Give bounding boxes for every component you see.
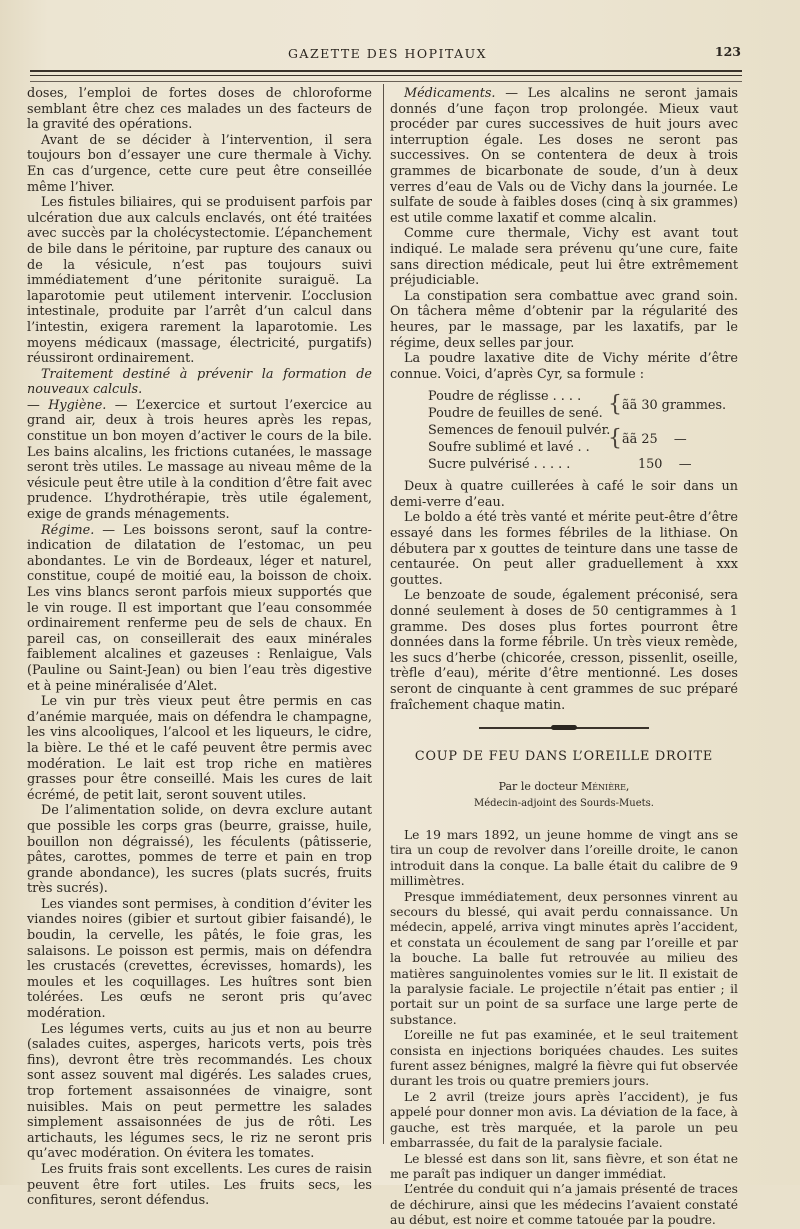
paragraph-medicaments: Médicaments. — Les alcalins ne seront jamais donnés d’une façon trop prolongée. Mieux vaut procéder par cures successives de huit jours avec interruption égale. Les doses ne seront pas successives. On se contentera de deux à trois grammes de bicarbonate de soude, d’un à deux verres d’eau de Vals ou de Vichy dans la journée. Le sulfate de soude à faibles doses (cinq à six grammes) est utile comme laxatif et comme alcalin. bbox=[390, 86, 738, 226]
paragraph: Les fruits frais sont excellents. Les cures de raisin peuvent être fort utiles. Les fruits secs, les confitures, seront défendus. bbox=[27, 1161, 372, 1209]
header-rule-thick bbox=[30, 70, 742, 72]
paragraph: La constipation sera combattue avec grand soin. On tâchera même d’obtenir par la régularité des heures, par le massage, par les laxatifs, par le régime, deux selles par jour. bbox=[390, 288, 738, 351]
paragraph: Deux à quatre cuillerées à café le soir dans un demi-verre d’eau. bbox=[390, 479, 738, 510]
brace: { bbox=[608, 426, 622, 452]
paragraph: Avant de se décider à l’intervention, il sera toujours bon d’essayer une cure thermale à Vichy. En cas d’urgence, cette cure peut être conseillée même l’hiver. bbox=[27, 132, 372, 195]
paragraph: Les fistules biliaires, qui se produisent parfois par ulcération due aux calculs enclavés, ont été traitées avec succès par la cholécystectomie. L’épanchement de bile dans le péritoine, par rupture des canaux ou de la vésicule, n’est pas toujours suivi immédiatement d’une péritonite suraiguë. La laparotomie peut utilement intervenir. L’occlusion intestinale, produite par l’arrêt d’un calcul dans l’intestin, exigera rarement la laparotomie. Les moyens médicaux (massage, électricité, purgatifs) réussiront ordinairement. bbox=[27, 195, 372, 367]
article-title: COUP DE FEU DANS L’OREILLE DROITE bbox=[414, 749, 714, 765]
recipe-quantity: ãã 30 grammes. bbox=[622, 397, 727, 413]
paragraph: Comme cure thermale, Vichy est avant tout indiqué. Le malade sera prévenu qu’une cure, faite sans direction médicale, peut lui être extrêmement préjudiciable. bbox=[390, 226, 738, 289]
recipe-quantity: ãã 25 — bbox=[622, 431, 687, 447]
paragraph: L’entrée du conduit qui n’a jamais présenté de traces de déchirure, ainsi que les médecins l’avaient constaté au début, est noire et comme tatouée par la poudre. bbox=[390, 1182, 738, 1228]
paragraph: Le blessé est dans son lit, sans fièvre, et son état ne me paraît pas indiquer un danger immédiat. bbox=[390, 1151, 738, 1181]
recipe-quantity: 150 — bbox=[638, 457, 692, 473]
paragraph: doses, l’emploi de fortes doses de chloroforme semblant être chez ces malades un des facteurs de la gravité des opérations. bbox=[27, 86, 372, 133]
byline: Par le docteur Ménière, bbox=[498, 779, 630, 793]
brace: { bbox=[608, 392, 622, 418]
paragraph-hygiene: — Hygiène. — L’exercice et surtout l’exercice au grand air, deux à trois heures après les repas, constitue un bon moyen d’activer le cours de la bile. Les bains alcalins, les frictions cutanées, le massage seront très utiles. Le massage au niveau même de la vésicule peut être utile à la condition d’être fait avec prudence. L’hydrothérapie, très utile également, exige de grands ménagements. bbox=[27, 397, 372, 523]
paragraph: Le benzoate de soude, également préconisé, sera donné seulement à doses de 50 centigrammes à 1 gramme. Des doses plus fortes pourront être données dans la forme fébrile. Un très vieux remède, les sucs d’herbe (chicorée, cresson, pissenlit, oseille, trèfle d’eau), mérite d’être mentionné. Les doses seront de cinquante à cent grammes de suc préparé fraîchement chaque matin. bbox=[390, 588, 738, 713]
paragraph: Le 19 mars 1892, un jeune homme de vingt ans se tira un coup de revolver dans l’oreille droite, le canon introduit dans la conque. La balle était du calibre de 9 millimètres. bbox=[390, 827, 738, 889]
column-divider bbox=[383, 84, 384, 1144]
paragraph-regime: Régime. — Les boissons seront, sauf la contre-indication de dilatation de l’estomac, un peu abondantes. Le vin de Bordeaux, léger et naturel, constitue, coupé de moitié eau, la boisson de choix. Les vins blancs seront parfois mieux supportés que le vin rouge. Il est important que l’eau consommée ordinairement renferme peu de sels de chaux. En pareil cas, on conseillerait des eaux minérales faiblement alcalines et gazeuses : Renlaigue, Vals (Pauline ou Saint-Jean) ou bien l’eau très digestive et à peine minéralisée d’Alet. bbox=[27, 522, 372, 694]
recipe-item: Poudre de feuilles de sené. bbox=[428, 406, 603, 422]
paragraph: Le vin pur très vieux peut être permis en cas d’anémie marquée, mais on défendra le champagne, les vins alcooliques, l’alcool et les liqueurs, le cidre, la bière. Le thé et le café peuvent être permis avec modération. Le lait est trop riche en matières grasses pour être conseillé. Mais les cures de lait écrémé, de petit lait, seront souvent utiles. bbox=[27, 694, 372, 803]
recipe-row bbox=[390, 456, 738, 473]
recipe-item: Semences de fenouil pulvér. bbox=[428, 423, 611, 439]
running-header bbox=[30, 44, 745, 66]
recipe-item: Sucre pulvérisé . . . . . bbox=[428, 457, 571, 473]
paragraph: Le 2 avril (treize jours après l’accident), je fus appelé pour donner mon avis. La déviation de la face, à gauche, est très marquée, et la parole un peu embarrassée, du fait de la paralysie faciale. bbox=[390, 1089, 738, 1151]
paragraph: L’oreille ne fut pas examinée, et le seul traitement consista en injections boriquées chaudes. Les suites furent assez bénignes, malgré la fièvre qui fut observée durant les trois ou quatre premiers jours. bbox=[390, 1028, 738, 1089]
journal-title: GAZETTE DES HOPITAUX bbox=[287, 46, 488, 61]
author-role: Médecin-adjoint des Sourds-Muets. bbox=[474, 798, 654, 810]
left-column bbox=[27, 86, 372, 1209]
recipe-group bbox=[390, 388, 738, 422]
section-ornament bbox=[479, 725, 649, 731]
section-heading: Traitement destiné à prévenir la formation de nouveaux calculs. bbox=[27, 366, 372, 398]
paragraph: De l’alimentation solide, on devra exclure autant que possible les corps gras (beurre, graisse, huile, bouillon non dégraissé), les féculents (pâtisserie, pâtes, carottes, pommes de terre et pain en trop grande abondance), les sucres (plats sucrés, fruits très sucrés). bbox=[27, 803, 372, 897]
right-column bbox=[390, 86, 738, 1229]
recipe-formula bbox=[390, 388, 738, 473]
recipe-item: Poudre de réglisse . . . . bbox=[428, 389, 582, 405]
author-name: Ménière, bbox=[580, 779, 630, 793]
paragraph: Presque immédiatement, deux personnes vinrent au secours du blessé, qui avait perdu connaissance. Un médecin, appelé, arriva vingt minutes après l’accident, et constata un écoulement de sang par l’oreille et par la bouche. La balle fut retrouvée au milieu des matières sanguinolentes vomies sur le lit. Il existait de la paralysie faciale. Le projectile n’était pas entier ; il portait sur un point de sa surface une large perte de substance. bbox=[390, 889, 738, 1027]
header-rule-thin bbox=[30, 75, 742, 76]
header-rule-lower bbox=[30, 81, 742, 82]
recipe-item: Soufre sublimé et lavé . . bbox=[428, 440, 590, 456]
paragraph: La poudre laxative dite de Vichy mérite d’être connue. Voici, d’après Cyr, sa formule : bbox=[390, 351, 738, 382]
article-body bbox=[390, 828, 738, 1229]
paragraph: Le boldo a été très vanté et mérite peut-être d’être essayé dans les formes fébriles de la lithiase. On débutera par x gouttes de teinture dans une tasse de centaurée. On peut aller graduellement à xxx gouttes. bbox=[390, 510, 738, 588]
paragraph: Les légumes verts, cuits au jus et non au beurre (salades cuites, asperges, haricots verts, pois très fins), devront être très recommandés. Les choux sont assez souvent mal digérés. Les salades crues, trop fortement assaisonnées de vinaigre, sont nuisibles. Mais on peut permettre les salades simplement assaisonnées de jus de rôti. Les artichauts, les légumes secs, le riz ne seront pris qu’avec modération. On évitera les tomates. bbox=[27, 1021, 372, 1162]
recipe-group bbox=[390, 422, 738, 456]
page-number: 123 bbox=[714, 44, 741, 59]
paragraph: Les viandes sont permises, à condition d’éviter les viandes noires (gibier et surtout gibier faisandé), le boudin, la cervelle, les pâtés, le foie gras, les salaisons. Le poisson est permis, mais on défendra les crustacés (crevettes, écrevisses, homards), les moules et les coquillages. Les huîtres sont bien tolérées. Les œufs ne seront pris qu’avec modération. bbox=[27, 896, 372, 1022]
